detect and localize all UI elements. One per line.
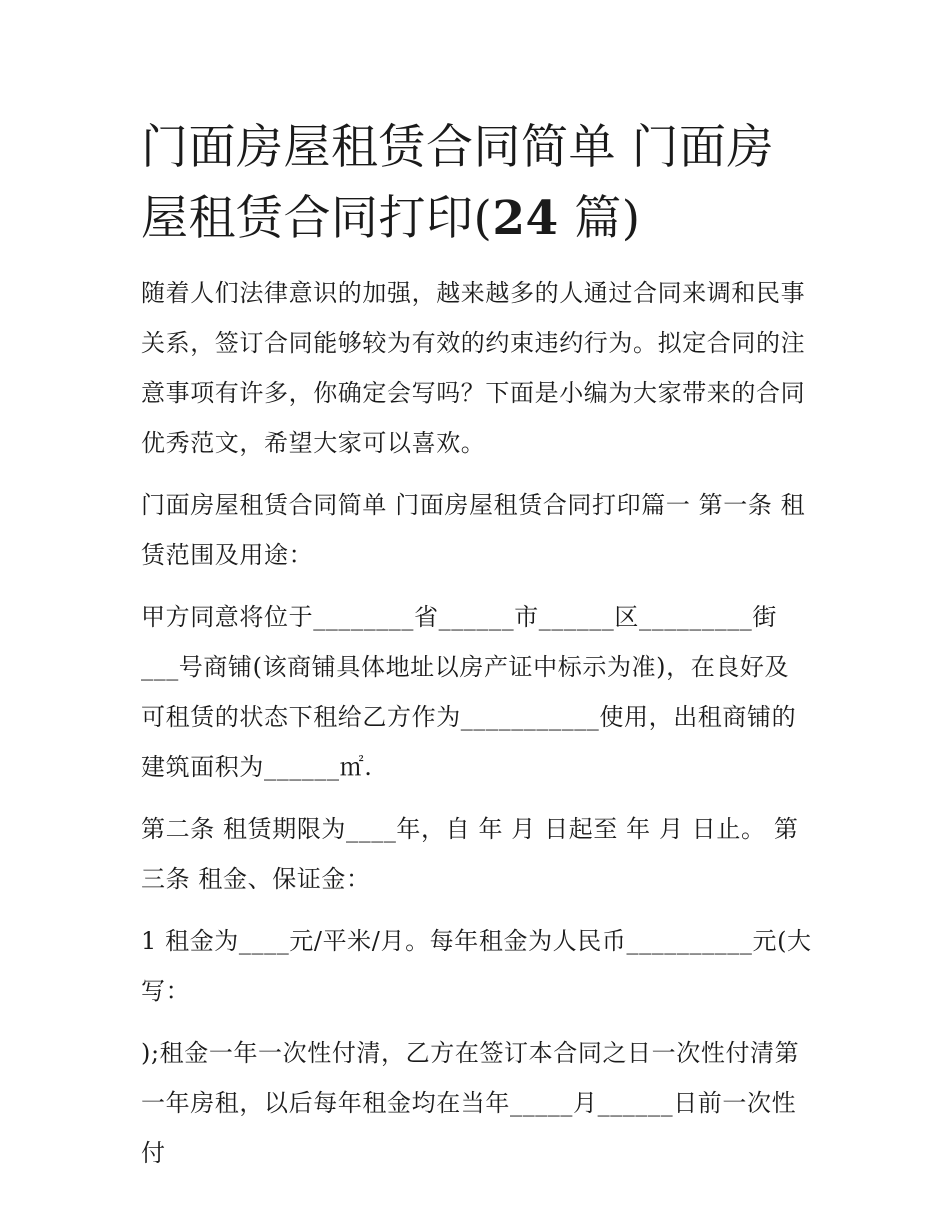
document-title — [141, 112, 813, 254]
section-heading-paragraph: 门面房屋租赁合同简单 门面房屋租赁合同打印篇一 第一条 租赁范围及用途： — [141, 491, 806, 569]
title-count: 24 — [492, 191, 559, 246]
title-text-part1: 门面房屋租赁合同简单 门面房屋租赁合同打印( — [141, 120, 774, 246]
rent-paragraph: 1 租金为____元/平米/月。每年租金为人民币__________元(大写： — [141, 927, 812, 1005]
intro-paragraph: 随着人们法律意识的加强，越来越多的人通过合同来调和民事关系，签订合同能够较为有效的约束违约行为。拟定合同的注意事项有许多，你确定会写吗？下面是小编为大家带来的合同优秀范文，希望大家可以喜欢。 — [141, 279, 806, 457]
lease-term-paragraph: 第二条 租赁期限为____年，自 年 月 日起至 年 月 日止。 第三条 租金、保证金： — [141, 815, 799, 893]
payment-paragraph: );租金一年一次性付清，乙方在签订本合同之日一次性付清第一年房租，以后每年租金均在当年_____月______日前一次性付 — [141, 1039, 800, 1167]
lease-scope-paragraph: 甲方同意将位于________省______市______区_________街___号商铺(该商铺具体地址以房产证中标示为准)，在良好及可租赁的状态下租给乙方作为___________使用，出租商铺的建筑面积为______㎡. — [141, 603, 797, 781]
document-page — [141, 112, 813, 1178]
title-text-part2: 篇) — [558, 191, 641, 246]
